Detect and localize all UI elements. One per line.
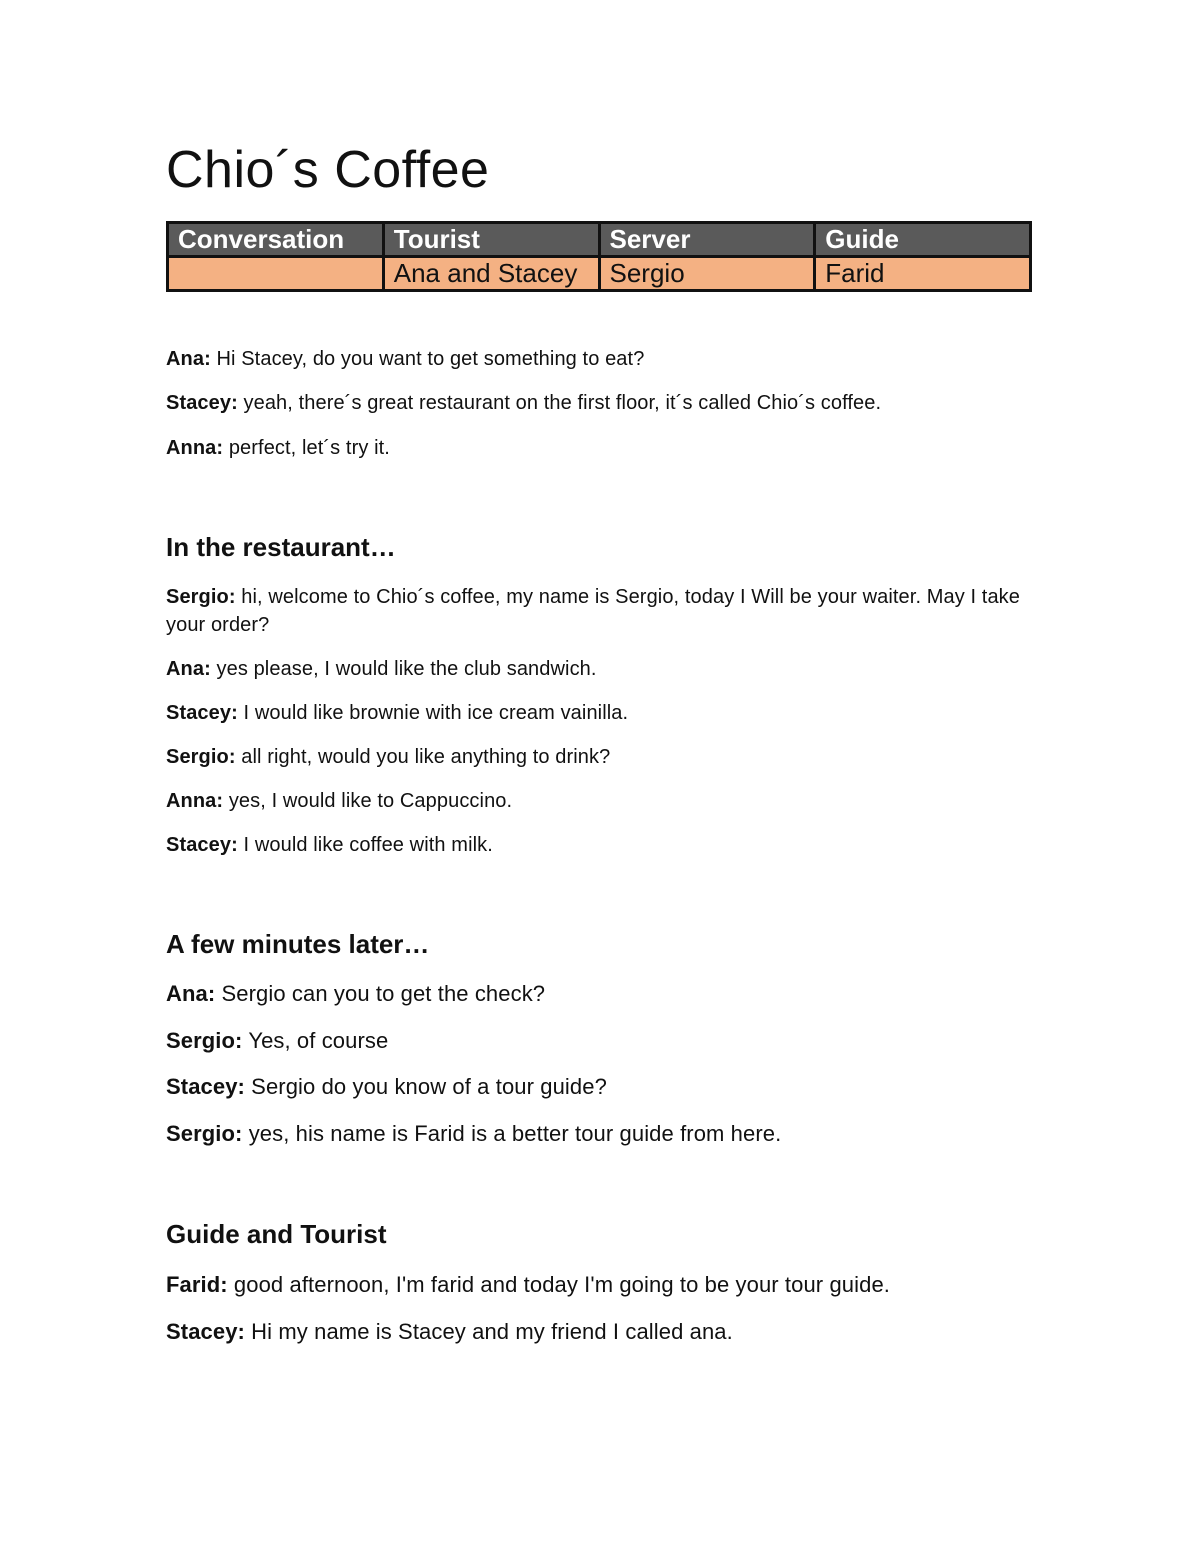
dialogue-text: perfect, let´s try it. [223,437,390,459]
dialogue-text: yes, his name is Farid is a better tour guide from here. [242,1121,782,1146]
dialogue-line [166,345,1032,373]
speaker-name: Stacey: [166,392,238,414]
speaker-name: Sergio: [166,746,236,768]
header-guide: Guide [815,223,1031,257]
dialogue-text: yes please, I would like the club sandwich. [210,658,597,680]
speaker-name: Stacey: [166,834,238,856]
cell-conversation [168,257,384,291]
dialogue-text: hi, welcome to Chio´s coffee, my name is Sergio, today I Will be your waiter. May I take your order? [166,586,1021,636]
dialogue-line [166,980,1032,1008]
roles-header-row [168,223,1031,257]
header-conversation: Conversation [168,223,384,257]
dialogue-text: good afternoon, I'm farid and today I'm going to be your tour guide. [227,1272,890,1297]
dialogue-line [166,1271,1032,1299]
speaker-name: Stacey: [166,1074,245,1099]
dialogue-line [166,434,1032,462]
speaker-name: Sergio: [166,1028,243,1053]
dialogue-text: all right, would you like anything to drink? [235,746,611,768]
dialogue-text: I would like coffee with milk. [237,834,493,856]
speaker-name: Sergio: [166,586,236,608]
dialogue-line [166,1073,1032,1101]
speaker-name: Ana: [166,348,211,370]
cell-guide: Farid [815,257,1031,291]
dialogue-text: yes, I would like to Cappuccino. [223,790,513,812]
dialogue-text: I would like brownie with ice cream vainilla. [237,702,629,724]
speaker-name: Stacey: [166,702,238,724]
dialogue-text: Hi Stacey, do you want to get something to eat? [210,348,645,370]
speaker-name: Farid: [166,1272,228,1297]
dialogue-line [166,1318,1032,1346]
header-tourist: Tourist [383,223,599,257]
document-title: Chio´s Coffee [166,141,490,199]
dialogue-line [166,655,1032,683]
speaker-name: Sergio: [166,1121,243,1146]
dialogue-text: Yes, of course [242,1028,389,1053]
dialogue-text: Sergio do you know of a tour guide? [244,1074,607,1099]
roles-value-row [168,257,1031,291]
speaker-name: Ana: [166,981,216,1006]
speaker-name: Anna: [166,437,224,459]
section-heading-restaurant: In the restaurant… [166,532,396,562]
dialogue-line [166,583,1032,639]
speaker-name: Anna: [166,790,224,812]
dialogue-line [166,831,1032,859]
dialogue-line [166,743,1032,771]
dialogue-text: Hi my name is Stacey and my friend I called ana. [244,1319,733,1344]
cell-server: Sergio [599,257,815,291]
dialogue-line [166,1027,1032,1055]
roles-table [166,221,1032,292]
dialogue-line [166,787,1032,815]
header-server: Server [599,223,815,257]
cell-tourist: Ana and Stacey [383,257,599,291]
section-heading-later: A few minutes later… [166,929,430,959]
dialogue-text: Sergio can you to get the check? [215,981,546,1006]
section-heading-guide: Guide and Tourist [166,1219,387,1249]
dialogue-line [166,1120,1032,1148]
dialogue-text: yeah, there´s great restaurant on the first floor, it´s called Chio´s coffee. [237,392,882,414]
speaker-name: Ana: [166,658,211,680]
speaker-name: Stacey: [166,1319,245,1344]
dialogue-line [166,389,1032,417]
dialogue-line [166,699,1032,727]
